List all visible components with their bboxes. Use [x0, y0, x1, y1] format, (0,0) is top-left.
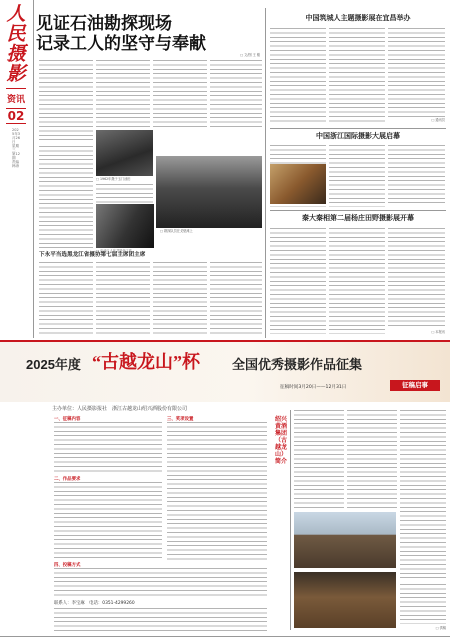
notice-section-3-title: 三、奖项设置	[167, 417, 194, 422]
organizers-line: 主办单位：人民摄影报社 浙江古越龙山绍兴酒股份有限公司	[52, 406, 188, 412]
lead-title-line2: 记录工人的坚守与奉献	[36, 34, 206, 53]
page-number: 02	[7, 109, 25, 123]
notice-section-4-title: 四、投稿方式	[54, 563, 81, 568]
footer-credit: □ 供稿	[435, 626, 446, 630]
col-a-article-body-3	[153, 262, 207, 334]
right-body-3c	[388, 228, 445, 328]
notice-section-4-body	[54, 568, 267, 598]
banner-cup-name: “古越龙山”杯	[92, 352, 200, 372]
lead-headline	[36, 14, 256, 54]
lead-body-column-4	[210, 60, 262, 128]
company-photo-building	[294, 512, 396, 568]
notice-section-1-title: 一、征稿内容	[54, 417, 81, 422]
masthead-divider	[6, 88, 26, 89]
right-headline-2: 中国浙江国际摄影大展启幕	[316, 132, 400, 140]
right-body-1a	[270, 28, 326, 124]
right-body-1b	[329, 28, 385, 124]
company-body-4	[400, 584, 446, 624]
banner-tail: 全国优秀摄影作品征集	[232, 357, 363, 372]
right-body-1c	[388, 28, 445, 118]
right-body-3b	[329, 228, 385, 334]
lead-photo-1	[96, 130, 153, 176]
masthead	[0, 0, 32, 338]
lead-body-column-1	[39, 60, 93, 142]
lead-photo-3-caption: □ 石油工人在井架旁工作	[96, 249, 132, 253]
notice-section-2-title: 二、作品要求	[54, 477, 81, 482]
notice-section-3-body	[167, 422, 267, 560]
right-headline-3: 秦大秦相第二届杨庄田野摄影展开幕	[302, 214, 414, 222]
lead-body-column-3	[153, 60, 207, 128]
lead-photo-3	[96, 204, 154, 248]
right-body-2b	[329, 145, 385, 207]
company-body-3	[400, 410, 446, 580]
right-body-3a	[270, 228, 326, 334]
lead-photo-1-caption: □ 1962年摄于玉门油田	[96, 177, 131, 181]
lead-body-column-2	[96, 60, 150, 128]
banner-period: 征稿时间3月20日——12月31日	[280, 385, 347, 390]
company-body-2	[347, 410, 397, 508]
contest-banner	[0, 340, 450, 402]
company-vertical-title: 绍兴黄酒集团（古越龙山）简介	[275, 416, 288, 465]
lead-photo-2-caption: □ 勘探队员在戈壁滩上	[160, 229, 193, 233]
lead-photo-2	[156, 156, 262, 228]
vertical-strip-rule	[290, 410, 291, 630]
company-body-1	[294, 410, 344, 508]
col-a-article-body-1	[39, 262, 93, 334]
newspaper-logo: 人民摄影	[6, 3, 26, 85]
section-label: 资讯	[6, 95, 25, 105]
right-photo	[270, 164, 326, 204]
lead-credit: □ 文/图 王 刚	[240, 53, 260, 57]
right-credit-2: □ 本报讯	[431, 330, 445, 334]
notice-section-2-body	[54, 482, 162, 560]
col-a-headline: 下永平当选黑龙江省摄协第七届主席团主席	[39, 252, 146, 258]
column-divider	[265, 8, 266, 338]
right-credit-1: □ 通讯员	[431, 118, 445, 122]
right-headline-1: 中国筑城人主题摄影展在宜昌举办	[305, 14, 411, 22]
right-divider-2	[270, 210, 446, 211]
right-body-2c	[388, 145, 445, 203]
page-bottom-rule	[0, 636, 450, 637]
col-a-article-body-2	[96, 262, 150, 334]
notice-footer-body	[54, 608, 267, 634]
banner-year: 2025年度	[26, 357, 81, 372]
right-divider-1	[270, 128, 446, 129]
banner-badge: 征稿启事	[390, 380, 440, 391]
company-photo-jars	[294, 572, 396, 628]
lead-title-line1: 见证石油勘探现场	[36, 14, 172, 33]
contact-line: 联系人：李宝麻 电话：0351-4299260	[54, 601, 135, 606]
col-a-article-body-4	[210, 262, 262, 334]
issue-info: 2025年3月26日 星期三 第12期 责编 韩涛	[12, 128, 20, 168]
col-a-body	[39, 146, 93, 250]
notice-section-1-body	[54, 422, 162, 474]
masthead-vertical-rule	[33, 0, 34, 338]
